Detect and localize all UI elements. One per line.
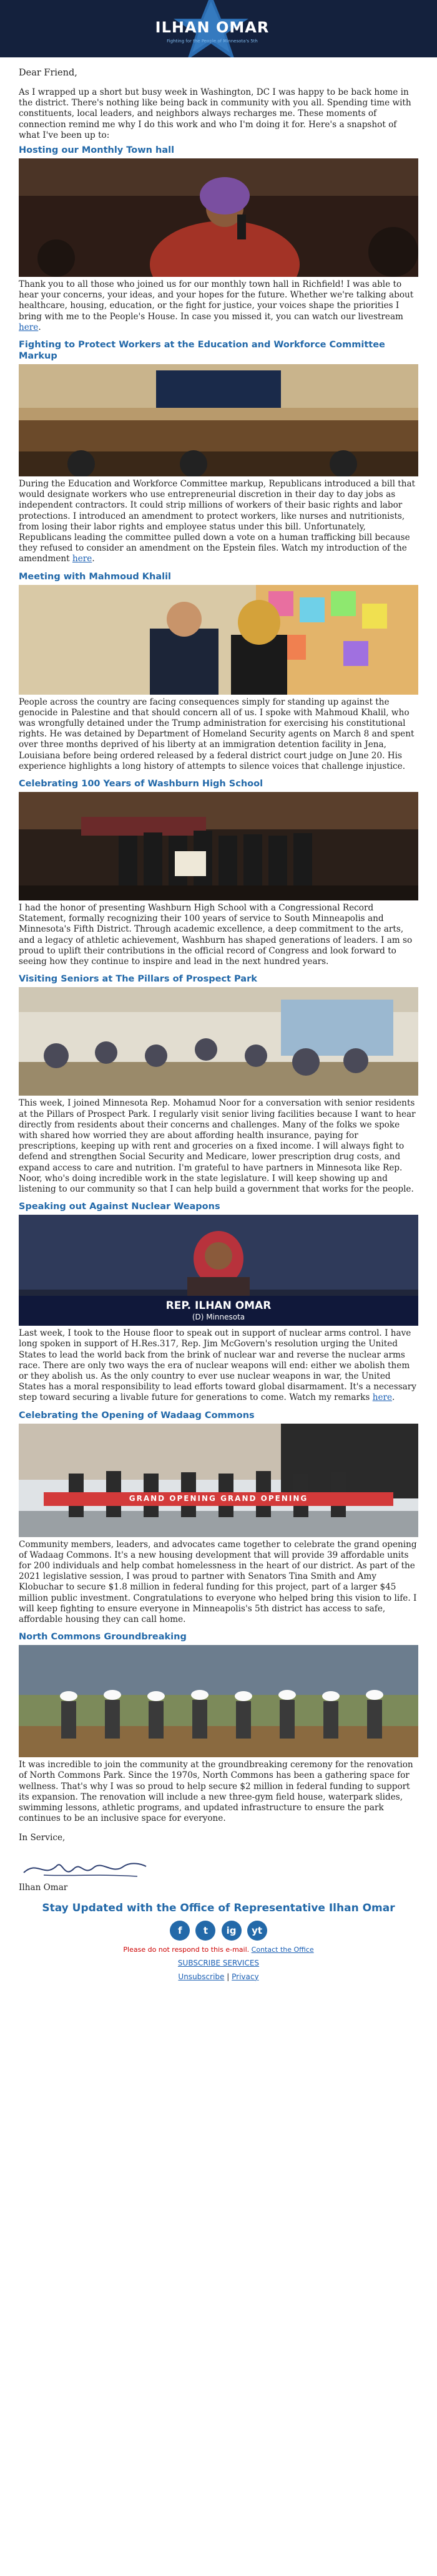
section-text-town-hall: Thank you to all those who joined us for our monthly town hall in Richfield! I was able to hear your concerns, your ideas, and your hopes for the future. Whether we're talking about healthcare, housing, education, or the fight for justice, your voices shape the priorities I bring with me to the People's House. In case you missed it, you can watch our livestream here.	[19, 279, 414, 332]
social-links	[19, 1921, 418, 1942]
grand-opening-ribbon-text: GRAND OPENING GRAND OPENING	[129, 1493, 308, 1503]
section-text-khalil: People across the country are facing consequences simply for standing up against the genocide in Palestine and that should concern all of us. I spoke with Mahmoud Khalil, who was wrongfully detained under the Trump administration for exercising his constitutional rights. He was detained by Department of Homeland Security agents on March 8 and spent over three months deprived of his liberty at an immigration detention facility in Jena, Louisiana before being ordered released by a federal district court judge on June 20. His experience highlights a long history of attempts to silence voices that challenge injustice.	[19, 697, 415, 771]
sign-off: In Service,	[19, 1833, 66, 1843]
committee-markup-photo	[19, 364, 418, 476]
footer	[19, 1902, 418, 1981]
subscribe-row	[19, 1959, 418, 1967]
logo-name: ILHAN OMAR	[155, 19, 270, 36]
town-hall-photo	[19, 158, 418, 277]
section-title-washburn: Celebrating 100 Years of Washburn High School	[19, 779, 263, 789]
intro-paragraph: As I wrapped up a short but busy week in Washington, DC I was happy to be back home in the district. There's nothing like being back in community with you all. Spending time with constituents, local leaders, and neighbors always recharges me. These moments of connection remind me why I do this work and who I'm doing it for. Here's a snapshot of what I've been up to:	[19, 87, 411, 140]
section-title-workers: Fighting to Protect Workers at the Education and Workforce Committee Markup	[19, 340, 385, 362]
section-text-wadaag: Community members, leaders, and advocates came together to celebrate the grand opening of Wadaag Commons. It's a new housing development that will provide 39 affordable units for 200 individuals and help combat homelessness in the heart of our district. As part of the 2021 legislative session, I was proud to partner with Senators Tina Smith and Amy Klobuchar to secure $1.8 million in federal funding for this project, part of a larger $45 million public investment. Congratulations to everyone who helped bring this vision to life. I will keep fighting to ensure everyone in Minneapolis's 5th district has access to safe, affordable housing they can call home.	[19, 1539, 417, 1624]
livestream-link[interactable]: here	[19, 322, 39, 332]
section-text-nuclear: Last week, I took to the House floor to speak out in support of nuclear arms control. I have long spoken in support of H.Res.317, Rep. Jim McGovern's resolution urging the United States to lead the world back from the brink of nuclear war and reverse the nuclear arms race. There are only two ways the era of nuclear weapons will end: either we abolish them or they abolish us. As the only country to ever use nuclear weapons in war, the United States has a moral responsibility to lead efforts toward global disarmament. It's a necessary step toward securing a livable future for generations to come. Watch my remarks here.	[19, 1328, 416, 1403]
greeting: Dear Friend,	[19, 68, 77, 78]
instagram-icon[interactable]: ig	[222, 1921, 242, 1941]
speech-banner-district: (D) Minnesota	[192, 1313, 245, 1322]
section-text-north-commons: It was incredible to join the community at the groundbreaking ceremony for the renovation of North Commons Park. Since the 1970s, North Commons has been a gathering space for wellness. That's why I was so proud to help secure $2 million in federal funding to support its expansion. The renovation will include a new three-gym field house, waterpark slides, swimming lessons, athletic programs, and updated infrastructure to ensure the park continues to be an inclusive space for everyone.	[19, 1760, 413, 1824]
contact-office-link[interactable]: Contact the Office	[251, 1945, 314, 1954]
subscribe-services-link[interactable]: SUBSCRIBE SERVICES	[177, 1958, 260, 1967]
section-title-town-hall: Hosting our Monthly Town hall	[19, 145, 175, 156]
section-title-wadaag: Celebrating the Opening of Wadaag Commons	[19, 1410, 255, 1421]
section-title-north-commons: North Commons Groundbreaking	[19, 1632, 187, 1643]
unsubscribe-row: Unsubscribe | Privacy	[178, 1972, 259, 1981]
wadaag-opening-photo	[19, 1424, 418, 1537]
header-banner	[0, 0, 437, 57]
north-commons-photo	[19, 1645, 418, 1757]
logo-tagline: Fighting for the People of Minnesota's 5th	[167, 39, 258, 44]
twitter-icon[interactable]: t	[195, 1921, 215, 1941]
footer-title: Stay Updated with the Office of Representative Ilhan Omar	[42, 1901, 395, 1914]
nuclear-speech-photo	[19, 1215, 418, 1326]
amendment-link[interactable]: here	[72, 554, 92, 564]
seniors-visit-photo	[19, 987, 418, 1096]
youtube-icon[interactable]: yt	[247, 1921, 267, 1941]
section-text-washburn: I had the honor of presenting Washburn High School with a Congressional Record Statement, formally recognizing their 100 years of service to South Minneapolis and Minnesota's Fifth District. Through academic excellence, a deep commitment to the arts, and a legacy of athletic achievement, Washburn has shaped generations of leaders. I am so proud to uplift their contributions in the official record of Congress and look forward to seeing how they continue to inspire and lead in the next hundred years.	[19, 903, 413, 967]
section-text-workers: During the Education and Workforce Committee markup, Republicans introduced a bill that would designate workers who use entrepreneurial discretion in their day to day jobs as independent contractors. It could strip millions of workers of their basic rights and labor protections. I introduced an amendment to protect workers, like nurses and nutritionists, from losing their labor rights and employee status under this bill. Unfortunately, Republicans leading the committee pulled down a vote on a human trafficking bill because they refused to consider an amendment on the Epstein files. Watch my introduction of the amendment here.	[19, 479, 416, 564]
section-title-seniors: Visiting Seniors at The Pillars of Prospect Park	[19, 974, 257, 985]
signer-name: Ilhan Omar	[19, 1882, 68, 1893]
section-title-nuclear: Speaking out Against Nuclear Weapons	[19, 1202, 220, 1212]
section-title-khalil: Meeting with Mahmoud Khalil	[19, 571, 172, 582]
khalil-meeting-photo	[19, 585, 418, 695]
signature-image	[19, 1848, 150, 1883]
facebook-icon[interactable]: f	[170, 1921, 190, 1941]
speech-banner-name: REP. ILHAN OMAR	[165, 1300, 272, 1313]
section-text-seniors: This week, I joined Minnesota Rep. Mohamud Noor for a conversation with senior residents at the Pillars of Prospect Park. I regularly visit senior living facilities because I want to hear directly from residents about their concerns and challenges. Many of the folks we spoke with shared how worried they are about affording health insurance, paying for prescriptions, keeping up with rent and groceries on a fixed income. I will always fight to defend and strengthen Social Security and Medicare, lower prescription drug costs, and expand access to care and nutrition. I'm grateful to have partners in Minnesota like Rep. Noor, who's doing incredible work in the state legislature. I will keep showing up and listening to our community so that I can help build a government that works for the people.	[19, 1098, 416, 1194]
unsubscribe-link[interactable]: Unsubscribe	[178, 1972, 225, 1981]
washburn-photo	[19, 792, 418, 900]
remarks-link[interactable]: here	[372, 1392, 393, 1403]
no-reply-note: Please do not respond to this e-mail. Contact the Office	[123, 1945, 314, 1954]
privacy-link[interactable]: Privacy	[232, 1972, 259, 1981]
